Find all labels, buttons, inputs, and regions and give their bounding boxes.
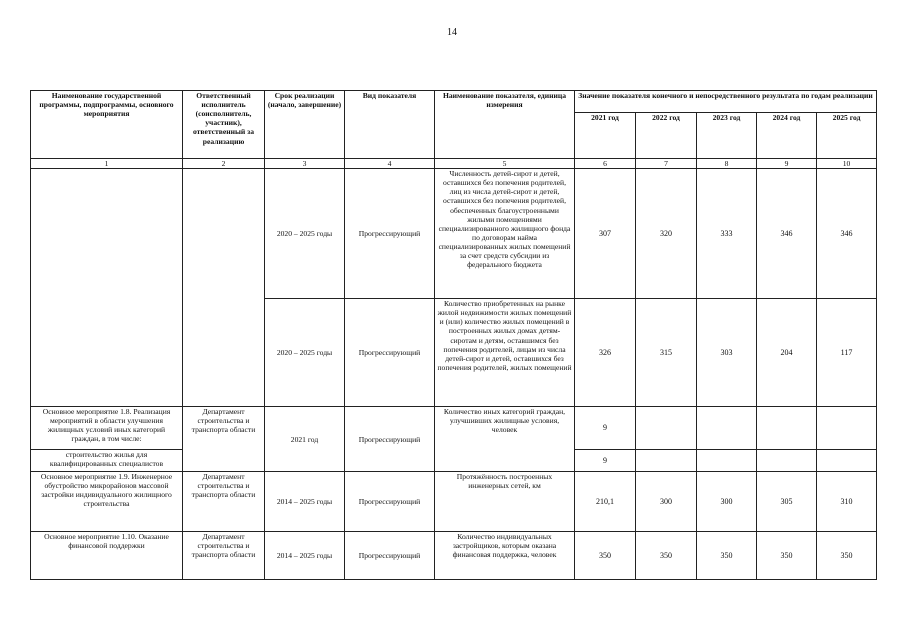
header-type: Вид показателя [345,91,435,159]
type-cell: Прогрессирующий [345,532,435,580]
period-cell: 2021 год [265,407,345,472]
table-row [31,169,877,299]
program-sub-cell: строительство жилья для квалифицированных специалистов [31,450,183,472]
column-number: 2 [183,159,265,169]
column-number: 5 [435,159,575,169]
header-year: 2024 год [757,113,817,159]
page-number: 14 [447,27,457,38]
program-cell: Основное мероприятие 1.10. Оказание финансовой поддержки [31,532,183,580]
indicator-cell: Протяжённость построенных инженерных сетей, км [435,472,575,532]
value-cell [757,450,817,472]
column-number: 10 [817,159,877,169]
type-cell: Прогрессирующий [345,169,435,299]
value-cell: 350 [636,532,697,580]
column-number: 3 [265,159,345,169]
indicator-cell: Количество иных категорий граждан, улучшивших жилищные условия, человек [435,407,575,472]
column-number: 8 [697,159,757,169]
value-cell: 326 [575,299,636,407]
indicator-cell: Количество индивидуальных застройщиков, которым оказана финансовая поддержка, человек [435,532,575,580]
indicator-cell: Численность детей-сирот и детей, оставшихся без попечения родителей, лиц из числа детей-сирот и детей, оставшихся без попечения родителей, обеспеченных благоустроенными жилыми помещениями специализированного жилищного фонда по договорам найма специализированных жилых помещений за счет средств субсидии из федерального бюджета [435,169,575,299]
value-cell: 350 [817,532,877,580]
period-cell: 2014 – 2025 годы [265,532,345,580]
value-cell: 204 [757,299,817,407]
type-cell: Прогрессирующий [345,299,435,407]
value-cell: 310 [817,472,877,532]
value-cell [757,407,817,450]
executor-cell: Департамент строительства и транспорта области [183,472,265,532]
value-cell: 305 [757,472,817,532]
column-number: 9 [757,159,817,169]
executor-cell: Департамент строительства и транспорта области [183,407,265,472]
type-cell: Прогрессирующий [345,407,435,472]
value-cell [817,450,877,472]
value-cell: 346 [757,169,817,299]
value-cell: 320 [636,169,697,299]
value-cell: 350 [575,532,636,580]
column-number: 6 [575,159,636,169]
header-values-group: Значение показателя конечного и непосредственного результата по годам реализации [575,91,877,113]
column-number: 4 [345,159,435,169]
value-cell: 300 [697,472,757,532]
executor-cell [183,169,265,407]
value-cell [817,407,877,450]
value-cell: 350 [697,532,757,580]
value-cell: 346 [817,169,877,299]
header-year: 2021 год [575,113,636,159]
period-cell: 2014 – 2025 годы [265,472,345,532]
table-row [31,407,877,450]
value-cell [697,407,757,450]
header-row [31,91,877,113]
value-cell: 300 [636,472,697,532]
header-year: 2025 год [817,113,877,159]
value-cell [697,450,757,472]
value-cell: 117 [817,299,877,407]
value-cell: 315 [636,299,697,407]
value-cell: 307 [575,169,636,299]
period-cell: 2020 – 2025 годы [265,299,345,407]
column-number: 7 [636,159,697,169]
table-row [31,472,877,532]
header-year: 2022 год [636,113,697,159]
indicator-cell: Количество приобретенных на рынке жилой недвижимости жилых помещений и (или) количество жилых помещений в построенных жилых домах детям-сиротам и детям, оставшимся без попечения родителей, лицам из числа детей-сирот и детей, оставшихся без попечения родителей, жилых помещений [435,299,575,407]
period-cell: 2020 – 2025 годы [265,169,345,299]
program-cell [31,169,183,407]
program-cell: Основное мероприятие 1.8. Реализация мероприятий в области улучшения жилищных условий иных категорий граждан, в том числе: [31,407,183,450]
header-indicator: Наименование показателя, единица измерения [435,91,575,159]
type-cell: Прогрессирующий [345,472,435,532]
indicators-table [30,90,877,580]
value-cell: 9 [575,407,636,450]
value-cell [636,407,697,450]
value-cell: 303 [697,299,757,407]
value-cell [636,450,697,472]
value-cell: 210,1 [575,472,636,532]
column-number: 1 [31,159,183,169]
header-period: Срок реализации (начало, завершение) [265,91,345,159]
executor-cell: Департамент строительства и транспорта области [183,532,265,580]
program-cell: Основное мероприятие 1.9. Инженерное обустройство микрорайонов массовой застройки индивидуального жилищного строительства [31,472,183,532]
value-cell: 350 [757,532,817,580]
value-cell: 333 [697,169,757,299]
column-numbers-row [31,159,877,169]
value-cell: 9 [575,450,636,472]
table-row [31,532,877,580]
header-year: 2023 год [697,113,757,159]
header-executor: Ответственный исполнитель (соисполнитель, участник), ответственный за реализацию [183,91,265,159]
header-program: Наименование государственной программы, подпрограммы, основного мероприятия [31,91,183,159]
